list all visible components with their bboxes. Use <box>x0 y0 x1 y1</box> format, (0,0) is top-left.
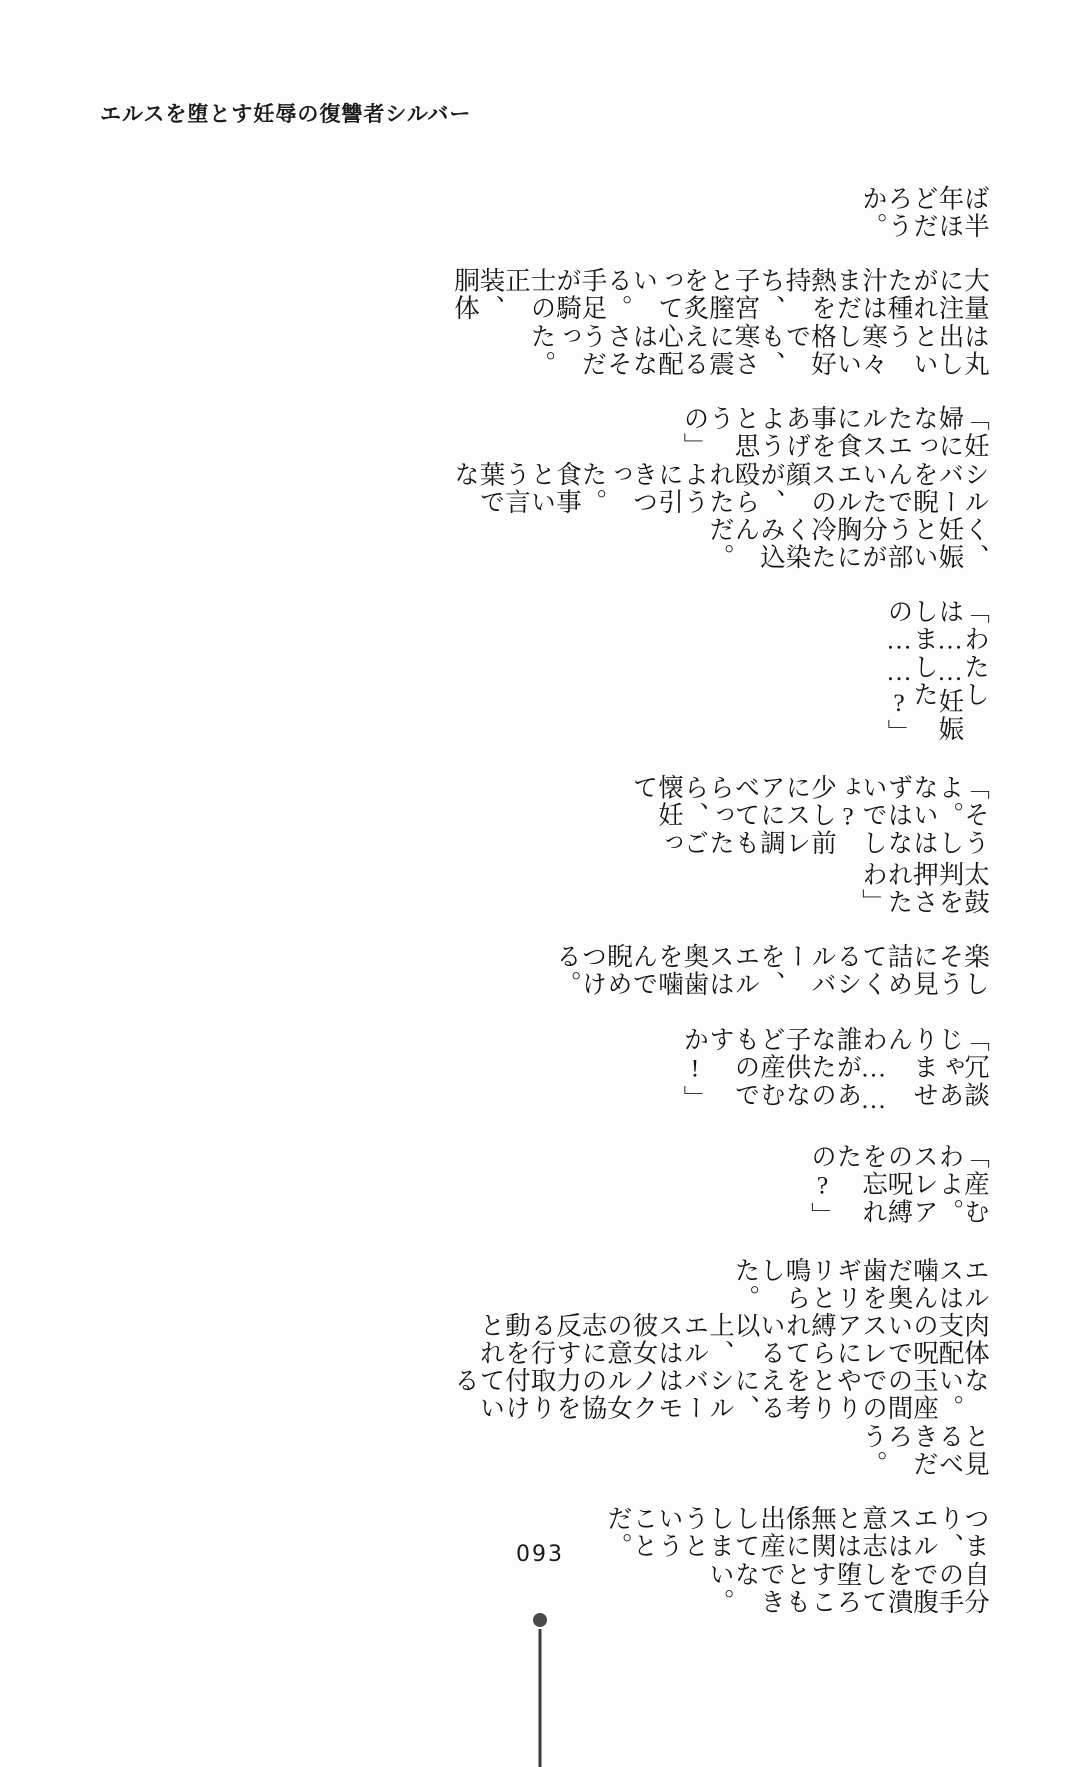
text-column: ば半年ほどだろうか。 <box>859 185 990 241</box>
binding-dot-ornament <box>533 1613 547 1627</box>
text-column: つまり、エルスは意志とは無関係に出産してしまうということだ。 <box>604 1505 990 1561</box>
text-column: 自分の手で腹を潰して堕ろすこともできない。 <box>706 1560 990 1616</box>
binding-line-ornament <box>539 1629 542 1767</box>
running-header: エルスを堕とす妊辱の復讐者シルバー <box>100 102 472 126</box>
text-column: 「そうよ。しないはずはないでしょ? 少し前にスレアに調べてもらったら、ご懐妊って <box>629 774 990 862</box>
page-number: 093 <box>516 1542 564 1567</box>
text-column: シルバーを睨んでいたエルスの顔が、殴られたように引きつった。食事という言葉でな <box>451 460 990 517</box>
text-column: 「妊婦になったエルスに食事をあげようと思うの」 <box>680 405 990 461</box>
text-column: 太鼓判を押されたわ」 <box>859 861 990 917</box>
text-column: 「産むわよ。スレアの呪縛を忘れたの?」 <box>808 1142 990 1230</box>
text-column: 肉体支配の呪いでスレアに縛られている以上、エルスは彼女の意志に反する行動をとれ <box>476 1311 990 1368</box>
text-column: は丸出しという寒々しい格好でも、寒さに震える心配はなさそうだった。 <box>527 322 990 379</box>
text-column: ない。玉座の間でのやりとりを考えるに、シルバーはモノクル女の協力を取り付けている <box>451 1367 990 1423</box>
text-column: 大量に注がれた種汁はまだ熱を持ち、子宮と膣を炙っている。手足が騎士の正装、胴体 <box>451 267 990 323</box>
text-column: エルスは噛んだ奥歯をギリリと鳴らした。 <box>731 1256 990 1312</box>
text-column: と見るべきだろう。 <box>859 1422 990 1479</box>
text-column: 「冗談じゃありませんわ……誰があなたの子供など産むものですか!」 <box>680 1025 990 1116</box>
text-column: く、妊娠という部分が胸に冷たく染み込んだ。 <box>706 516 990 572</box>
text-column: 「わたしは……妊娠しましたの……?」 <box>884 598 990 748</box>
text-column: 楽しそうに見詰めてくるシルバーを、エルスは奥歯を噛んで睨めつける。 <box>553 943 990 999</box>
